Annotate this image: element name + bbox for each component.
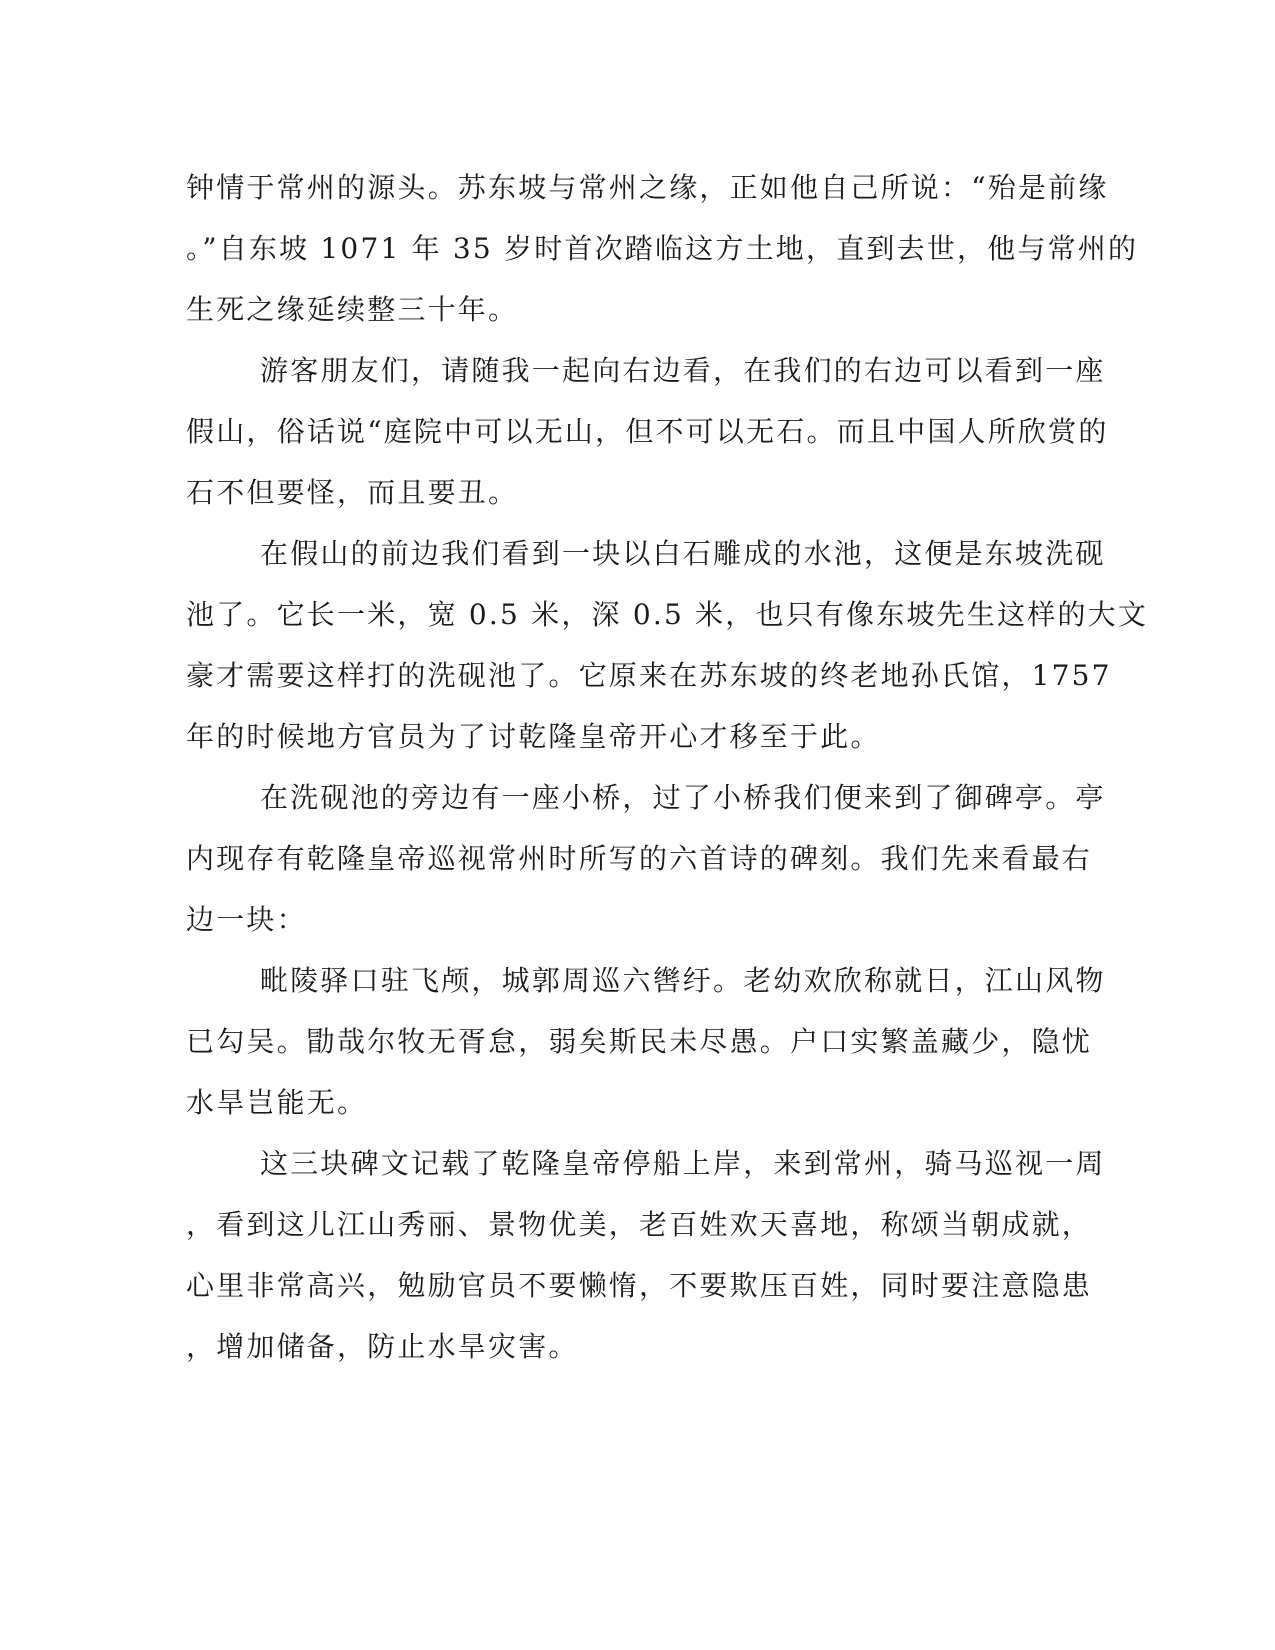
text-line: ，增加储备，防止水旱灾害。 — [186, 1330, 579, 1363]
text-line: 心里非常高兴，勉励官员不要懒惰，不要欺压百姓，同时要注意隐患 — [186, 1269, 1093, 1302]
text-line: 钟情于常州的源头。苏东坡与常州之缘，正如他自己所说：“殆是前缘 — [186, 171, 1109, 204]
text-line: 假山，俗话说“庭院中可以无山，但不可以无石。而且中国人所欣赏的 — [186, 415, 1109, 448]
paragraph-1 — [186, 157, 1139, 340]
text-line: 生死之缘延续整三十年。 — [186, 293, 519, 326]
paragraph-2 — [186, 340, 1109, 523]
paragraph-3 — [186, 523, 1149, 767]
text-line: 内现存有乾隆皇帝巡视常州时所写的六首诗的碑刻。我们先来看最右 — [186, 842, 1093, 875]
text-line: 在假山的前边我们看到一块以白石雕成的水池，这便是东坡洗砚 — [260, 537, 1106, 570]
text-line: 已勾吴。勖哉尔牧无胥怠，弱矣斯民未尽愚。户口实繁盖藏少，隐忧 — [186, 1025, 1093, 1058]
text-line: 石不但要怪，而且要丑。 — [186, 476, 519, 509]
text-line: ，看到这儿江山秀丽、景物优美，老百姓欢天喜地，称颂当朝成就， — [186, 1208, 1093, 1241]
text-line: 毗陵驿口驻飞颅，城郭周巡六辔纡。老幼欢欣称就日，江山风物 — [260, 964, 1106, 997]
text-line: 边一块： — [186, 903, 307, 936]
text-line: 在洗砚池的旁边有一座小桥，过了小桥我们便来到了御碑亭。亭 — [260, 781, 1106, 814]
poem-paragraph — [186, 950, 1106, 1133]
paragraph-4 — [186, 767, 1106, 950]
text-line: 池了。它长一米，宽 0.5 米，深 0.5 米，也只有像东坡先生这样的大文 — [186, 598, 1149, 631]
text-line: 年的时候地方官员为了讨乾隆皇帝开心才移至于此。 — [186, 720, 881, 753]
text-line: 水旱岂能无。 — [186, 1086, 368, 1119]
text-line: 。”自东坡 1071 年 35 岁时首次踏临这方土地，直到去世，他与常州的 — [186, 232, 1139, 265]
text-line: 豪才需要这样打的洗砚池了。它原来在苏东坡的终老地孙氏馆，1757 — [186, 659, 1112, 692]
paragraph-6 — [186, 1133, 1106, 1377]
body-text — [186, 157, 1149, 1377]
text-line: 这三块碑文记载了乾隆皇帝停船上岸，来到常州，骑马巡视一周 — [260, 1147, 1106, 1180]
text-line: 游客朋友们，请随我一起向右边看，在我们的右边可以看到一座 — [260, 354, 1106, 387]
